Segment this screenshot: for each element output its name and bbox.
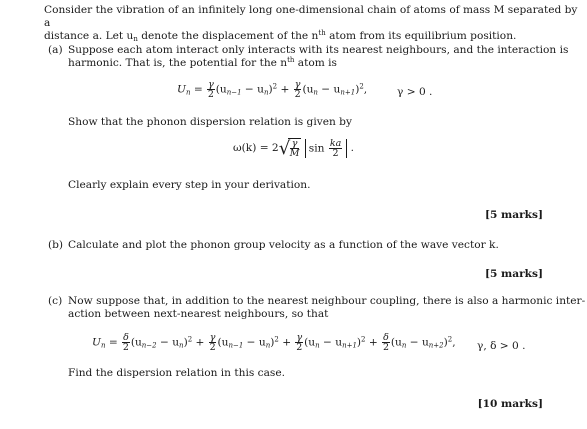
part-a-marks: [5 marks] bbox=[484, 209, 543, 221]
equation-potential-nn-condition: γ > 0 . bbox=[397, 86, 433, 98]
part-a-text: Suppose each atom interact only interacts with its nearest neighbours, and the interaction is harmonic. That is, the potential for the $n^{th}$ atom is bbox=[68, 44, 569, 69]
part-c-text-2: Find the dispersion relation in this case. bbox=[68, 367, 285, 379]
part-b-marks: [5 marks] bbox=[484, 268, 543, 280]
part-a-text-3: Clearly explain every step in your derivation. bbox=[68, 179, 311, 191]
part-c-text: Now suppose that, in addition to the nearest neighbour coupling, there is also a harmonic inter- action between next-nearest neighbours, so that bbox=[68, 295, 586, 320]
equation-potential-nn: $U_n$ = $\frac{\gamma}{2}$ $(u_{n-1} - u_n)^2$ + $\frac{\gamma}{2}$ $(u_n - u_{n+1})^2$, bbox=[177, 79, 368, 100]
equation-dispersion: ω(k) = 2 √ $\frac{\gamma}{M}$ sin $\frac{ka}{2}$ . bbox=[233, 137, 354, 159]
square-root: √ $\frac{\gamma}{M}$ bbox=[278, 138, 300, 159]
part-c-label: (c) bbox=[48, 295, 63, 307]
part-a-text-2: Show that the phonon dispersion relation is given by bbox=[68, 116, 352, 128]
absolute-value: sin $\frac{ka}{2}$ bbox=[305, 139, 347, 158]
intro-paragraph bbox=[44, 4, 587, 43]
part-a-label: (a) bbox=[48, 44, 63, 56]
part-c-marks: [10 marks] bbox=[477, 398, 543, 410]
part-b-text: Calculate and plot the phonon group velocity as a function of the wave vector k. bbox=[68, 239, 499, 251]
intro-line-2: distance a. Let $u_n$ denote the displacement of the $n^{th}$ atom from its equilibrium position. bbox=[44, 29, 517, 43]
equation-potential-nnn: $U_n$ = $\frac{\delta}{2}$ $(u_{n-2} - u_n)^2$ + $\frac{\gamma}{2}$ $(u_{n-1} - u_n)^2$ + $\frac{\gamma}{2}$ $(u_n - u_{n+1})^2$ + $\frac{\delta}{2}$ $(u_n - u_{n+2})^2$, bbox=[92, 332, 456, 353]
intro-line-1: Consider the vibration of an infinitely long one-dimensional chain of atoms of mass M separated by a bbox=[44, 4, 578, 29]
equation-potential-nnn-condition: γ, δ > 0 . bbox=[477, 340, 526, 352]
part-b-label: (b) bbox=[48, 239, 64, 251]
